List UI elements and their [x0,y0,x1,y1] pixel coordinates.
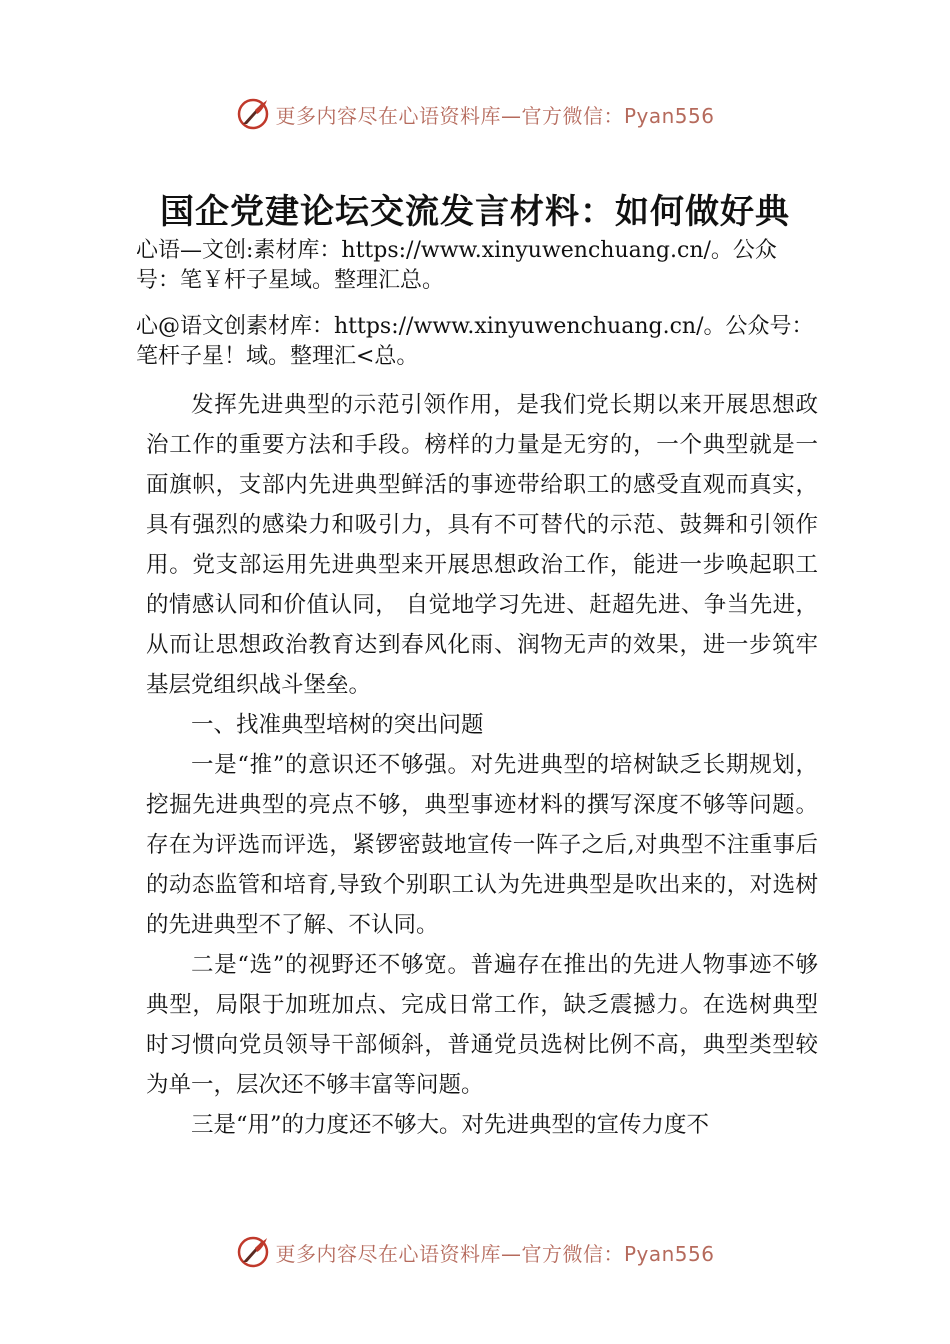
quill-logo-icon [235,96,271,132]
paragraph: 三是“用”的力度还不够大。对先进典型的宣传力度不 [191,1112,710,1138]
paragraph: 二是“选”的视野还不够宽。普遍存在推出的先进人物事迹不够典型，局限于加班加点、完成日常工作，缺乏震撼力。在选树典型时习惯向党员领导干部倾斜，普通党员选树比例不高，典型类型较为单一，层次还不够丰富等问题。 [146,952,818,1098]
source-note-1: 心语—文创:素材库：https://www.xinyuwenchuang.cn/。公众号：笔￥杆子星域。整理汇总。 [136,238,777,293]
paragraph: 发挥先进典型的示范引领作用，是我们党长期以来开展思想政治工作的重要方法和手段。榜样的力量是无穷的，一个典型就是一面旗帜，支部内先进典型鲜活的事迹带给职工的感受直观而真实，具有强烈的感染力和吸引力，具有不可替代的示范、鼓舞和引领作用。党支部运用先进典型来开展思想政治工作，能进一步唤起职工的情感认同和价值认同， 自觉地学习先进、赶超先进、争当先进，从而让思想政治教育达到春风化雨、润物无声的效果，进一步筑牢基层党组织战斗堡垒。 [146,392,818,698]
banner-text: 更多内容尽在心语资料库—官方微信：Pyan556 [275,103,715,128]
header-banner [0,92,950,136]
source-note-2: 心@语文创素材库：https://www.xinyuwenchuang.cn/。公众号：笔杆子星！域。整理汇<总。 [136,314,814,369]
section-heading: 一、找准典型培树的突出问题 [191,712,484,738]
footer-banner [0,1230,950,1274]
paragraph: 一是“推”的意识还不够强。对先进典型的培树缺乏长期规划，挖掘先进典型的亮点不够，典型事迹材料的撰写深度不够等问题。存在为评选而评选，紧锣密鼓地宣传一阵子之后,对典型不注重事后的动态监管和培育,导致个别职工认为先进典型是吹出来的，对选树的先进典型不了解、不认同。 [146,752,818,938]
document-title: 国企党建论坛交流发言材料：如何做好典 [160,192,790,232]
document-body [146,385,818,1145]
banner-text: 更多内容尽在心语资料库—官方微信：Pyan556 [275,1241,715,1266]
quill-logo-icon [235,1234,271,1270]
